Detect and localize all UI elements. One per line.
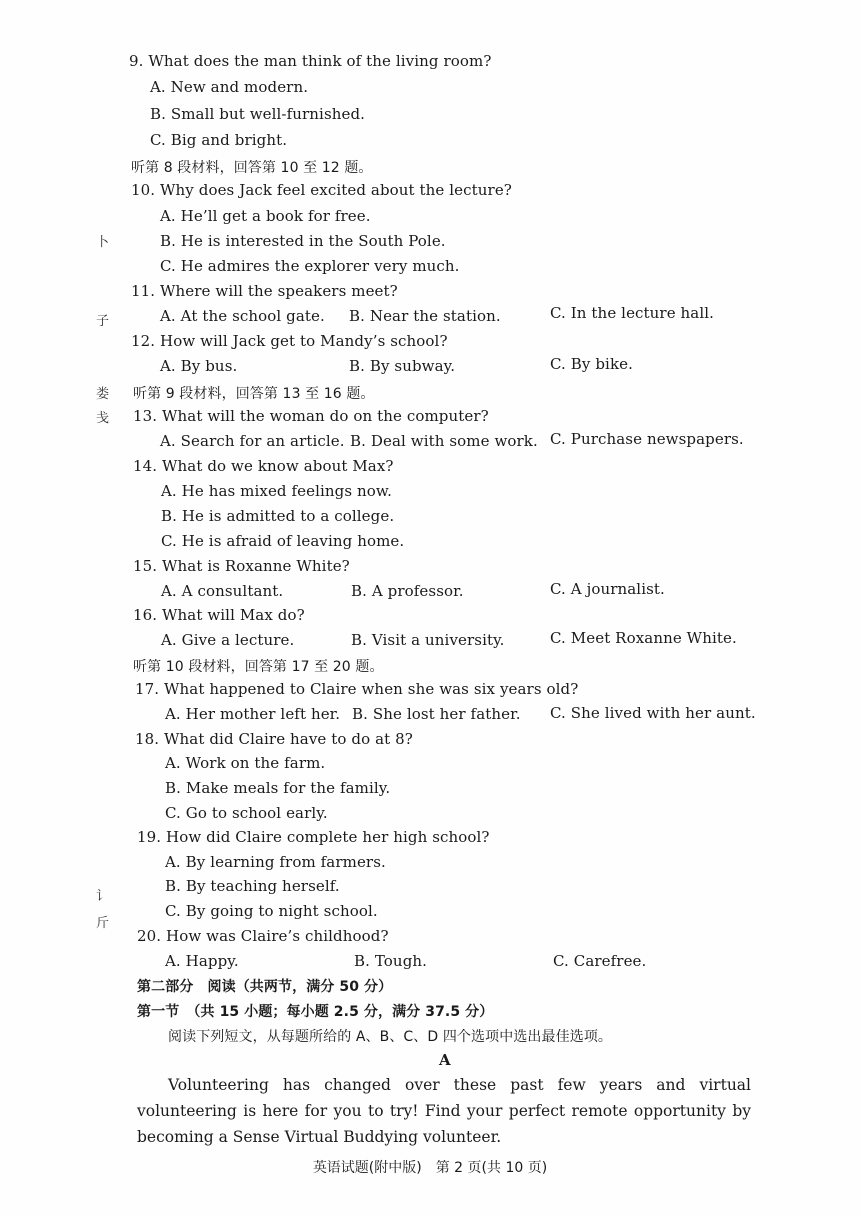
option-c: C. He admires the explorer very much. <box>160 257 460 275</box>
option-b: B. Tough. <box>354 952 428 970</box>
page-footer: 英语试题(附中版) 第 2 页(共 10 页) <box>312 1160 548 1176</box>
option-c: C. She lived with her aunt. <box>550 704 756 722</box>
section-heading: 听第 8 段材料，回答第 10 至 12 题。 <box>131 160 373 176</box>
option-b: B. Make meals for the family. <box>165 779 391 797</box>
question-stem: 11. Where will the speakers meet? <box>131 282 398 300</box>
option-c: C. In the lecture hall. <box>550 304 715 322</box>
option-b: B. Near the station. <box>349 307 501 325</box>
margin-mark: 斤 <box>96 916 110 931</box>
option-c: C. He is afraid of leaving home. <box>161 532 405 550</box>
option-a: A. He’ll get a book for free. <box>160 207 371 225</box>
option-b: B. Small but well-furnished. <box>150 105 366 123</box>
question-stem: 14. What do we know about Max? <box>133 457 394 475</box>
option-c: C. By going to night school. <box>165 902 378 920</box>
passage-paragraph <box>137 1072 751 1150</box>
question-stem: 19. How did Claire complete her high school? <box>137 828 490 846</box>
option-a: A. Her mother left her. <box>165 705 341 723</box>
section-heading: 听第 9 段材料，回答第 13 至 16 题。 <box>133 386 375 402</box>
question-stem: 9. What does the man think of the living room? <box>129 52 492 70</box>
option-a: A. Happy. <box>165 952 239 970</box>
option-c: C. Purchase newspapers. <box>550 430 744 448</box>
option-c: C. Carefree. <box>553 952 647 970</box>
part-title: 第二部分 阅读（共两节，满分 50 分） <box>137 979 393 995</box>
instruction: 阅读下列短文，从每题所给的 A、B、C、D 四个选项中选出最佳选项。 <box>168 1029 613 1045</box>
option-b: B. Visit a university. <box>351 631 505 649</box>
option-a: A. A consultant. <box>161 582 284 600</box>
passage-text: Volunteering has changed over these past few years and virtual volunteering is here for you to try! Find your perfect remote opportunity by becoming a Sense Virtual Buddying volunteer. <box>137 1076 751 1146</box>
margin-mark: 娄 <box>96 387 110 402</box>
option-b: B. By teaching herself. <box>165 877 340 895</box>
option-c: C. A journalist. <box>550 580 665 598</box>
margin-mark: 讠 <box>96 889 110 904</box>
option-a: A. New and modern. <box>150 78 309 96</box>
option-b: B. By subway. <box>349 357 456 375</box>
margin-mark: 卜 <box>96 235 110 250</box>
question-stem: 10. Why does Jack feel excited about the lecture? <box>131 181 512 199</box>
option-b: B. He is interested in the South Pole. <box>160 232 446 250</box>
option-c: C. Go to school early. <box>165 804 328 822</box>
option-a: A. Search for an article. <box>160 432 345 450</box>
option-a: A. Work on the farm. <box>165 754 326 772</box>
option-b: B. He is admitted to a college. <box>161 507 395 525</box>
section-heading: 听第 10 段材料，回答第 17 至 20 题。 <box>133 659 384 675</box>
option-a: A. At the school gate. <box>160 307 325 325</box>
option-b: B. She lost her father. <box>352 705 521 723</box>
question-stem: 17. What happened to Claire when she was six years old? <box>135 680 579 698</box>
passage-label: A <box>439 1051 451 1069</box>
margin-mark: 子 <box>96 314 110 329</box>
question-stem: 13. What will the woman do on the computer? <box>133 407 489 425</box>
option-c: C. Big and bright. <box>150 131 288 149</box>
option-a: A. Give a lecture. <box>161 631 295 649</box>
option-a: A. By learning from farmers. <box>165 853 386 871</box>
question-stem: 20. How was Claire’s childhood? <box>137 927 389 945</box>
question-stem: 16. What will Max do? <box>133 606 305 624</box>
margin-mark: 戋 <box>96 411 110 426</box>
option-a: A. He has mixed feelings now. <box>161 482 392 500</box>
option-c: C. By bike. <box>550 355 633 373</box>
option-b: B. A professor. <box>351 582 464 600</box>
question-stem: 12. How will Jack get to Mandy’s school? <box>131 332 448 350</box>
option-a: A. By bus. <box>160 357 238 375</box>
question-stem: 15. What is Roxanne White? <box>133 557 350 575</box>
option-b: B. Deal with some work. <box>350 432 538 450</box>
section-title: 第一节 （共 15 小题；每小题 2.5 分，满分 37.5 分） <box>137 1004 494 1020</box>
question-stem: 18. What did Claire have to do at 8? <box>135 730 413 748</box>
option-c: C. Meet Roxanne White. <box>550 629 737 647</box>
